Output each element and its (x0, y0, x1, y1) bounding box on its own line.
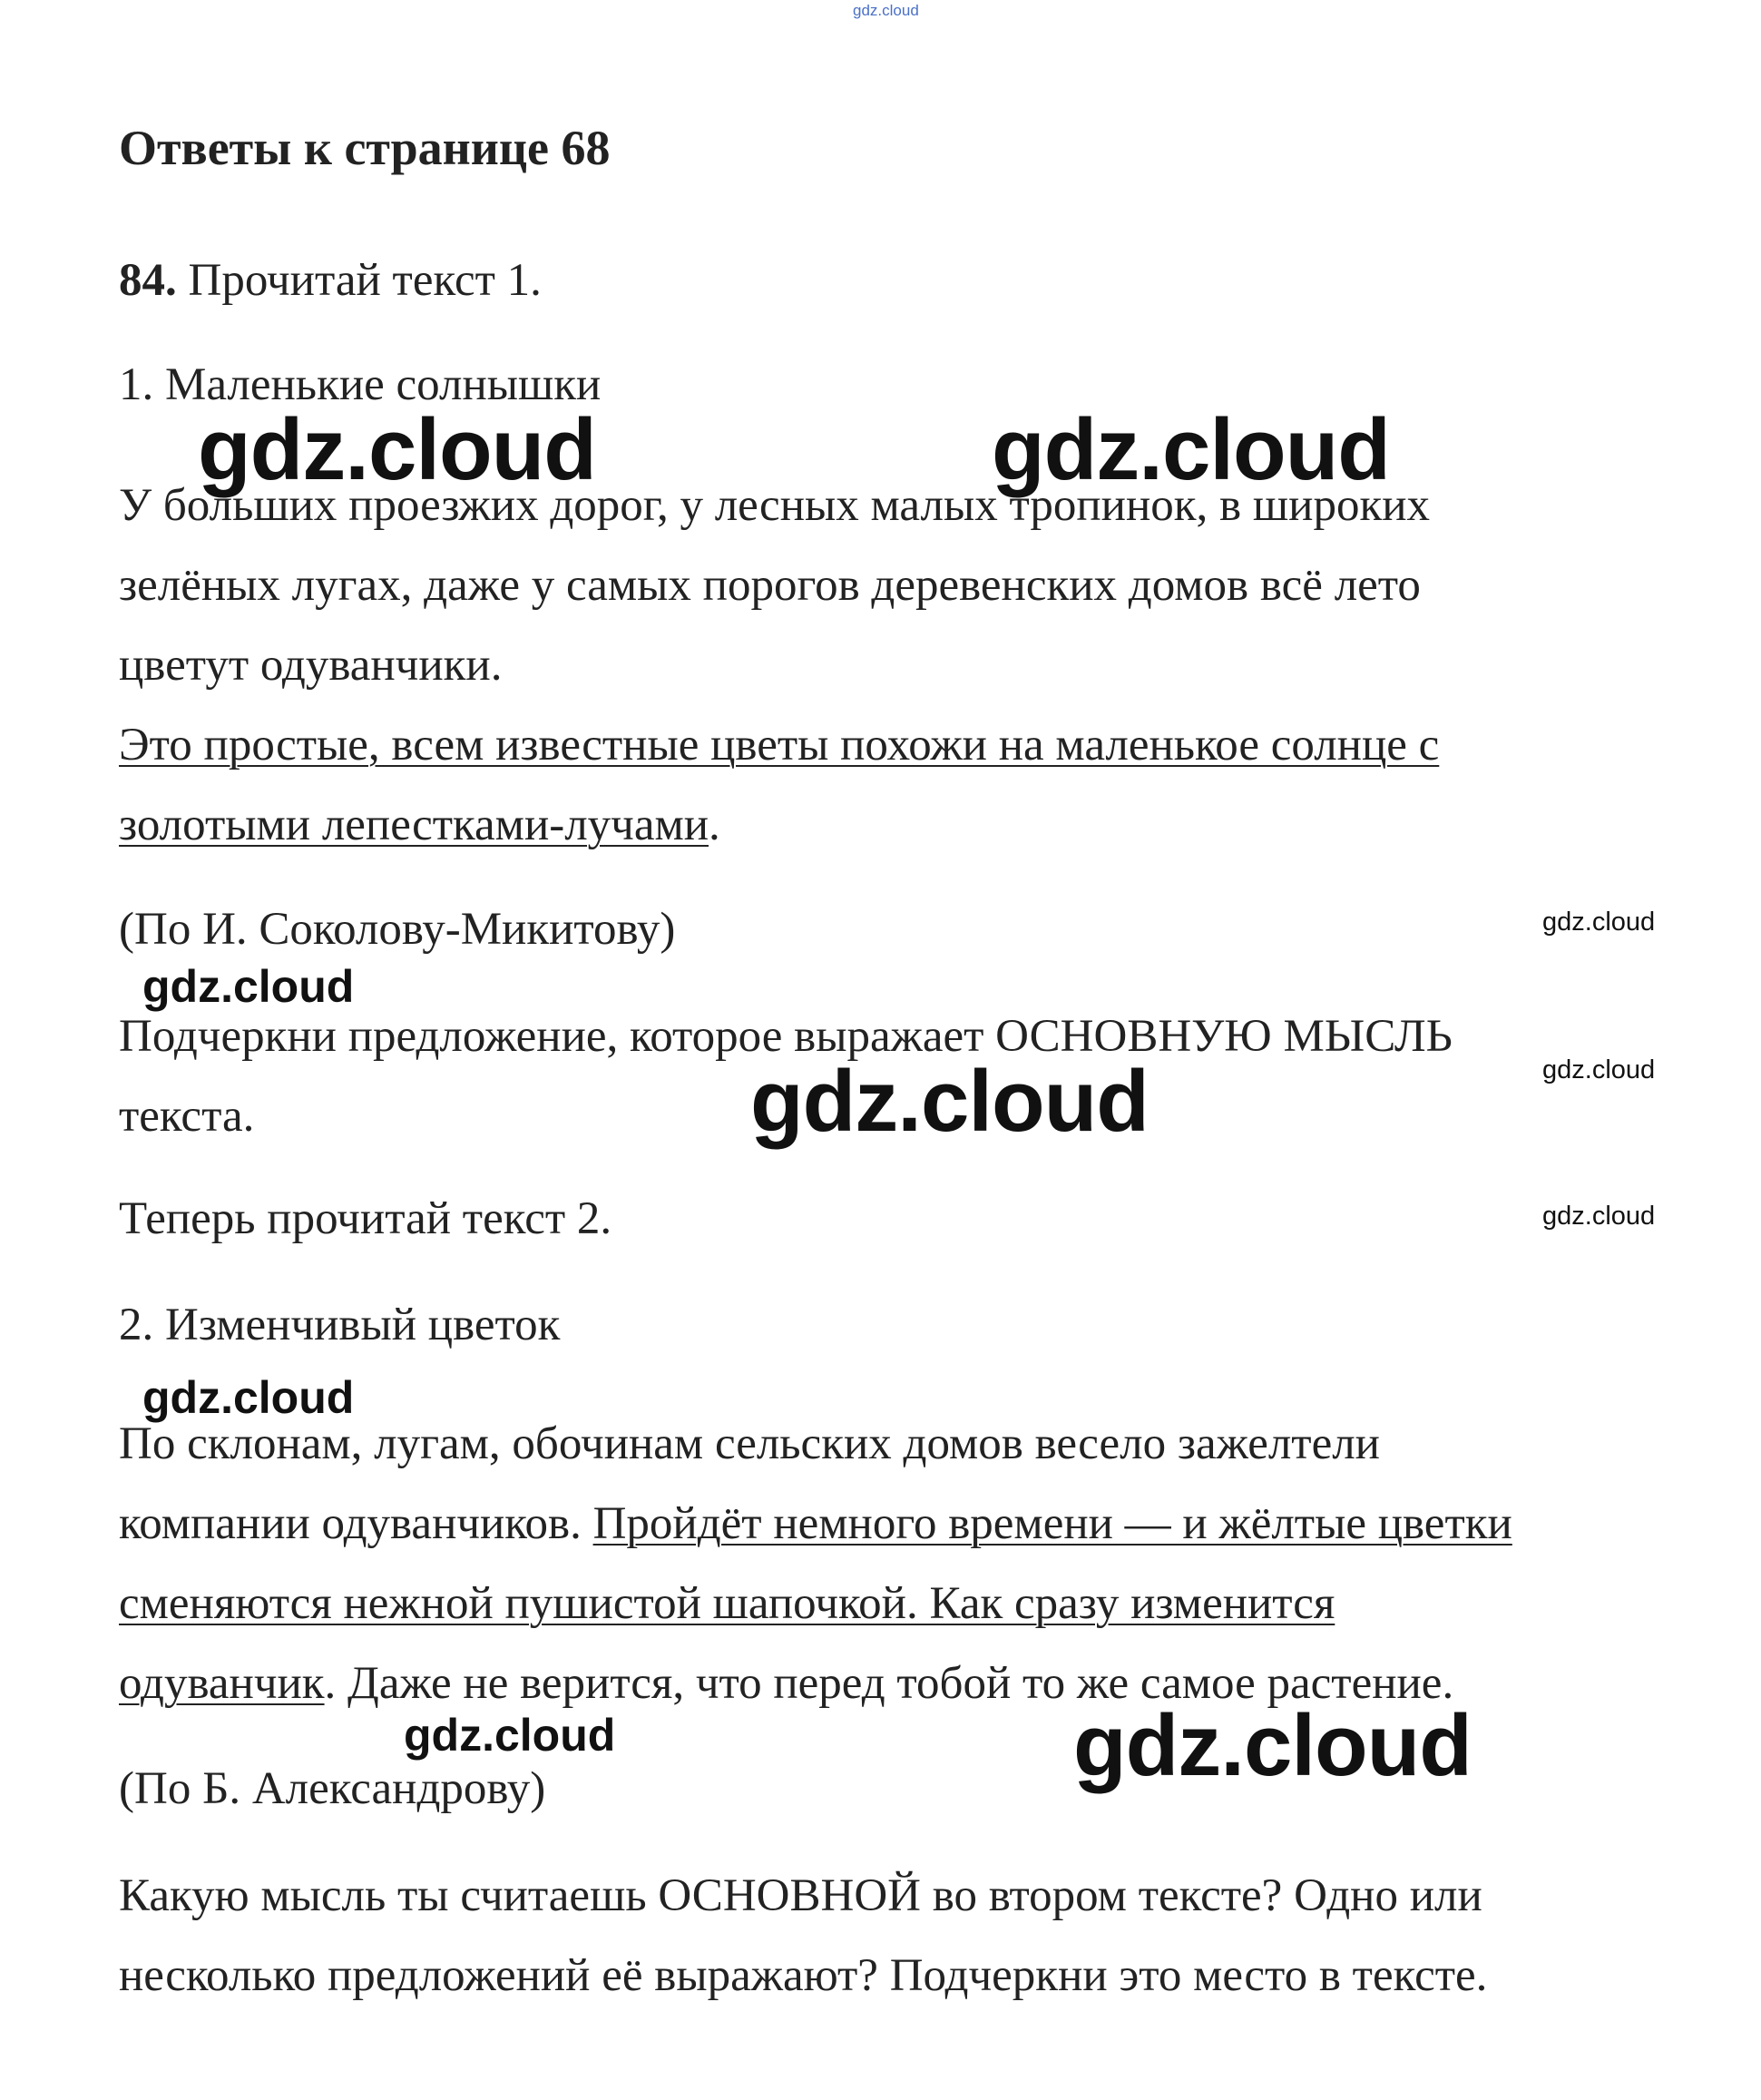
underlined-sentence-part-2: золотыми лепестками-лучами (119, 800, 709, 850)
text2-underlined-part-2: сменяются нежной пушистой шапочкой. Как сразу изменится (119, 1578, 1335, 1629)
watermark-large: gdz.cloud (198, 401, 596, 498)
text1-line-3: цветут одуванчики. (119, 640, 503, 691)
watermark-medium: gdz.cloud (404, 1710, 616, 1761)
question2-line-2: несколько предложений её выражают? Подчеркни это место в тексте. (119, 1950, 1488, 2001)
task-instruction-text: Прочитай текст 1. (176, 255, 542, 306)
sentence-end-punctuation: . (709, 800, 720, 850)
text2-author: (По Б. Александрову) (119, 1763, 546, 1814)
page-title: Ответы к странице 68 (119, 121, 611, 175)
text2-line-2-plain: компании одуванчиков. (119, 1498, 593, 1549)
text2-title: 2. Изменчивый цветок (119, 1300, 561, 1350)
task-number: 84. (119, 255, 177, 306)
question2-line-1: Какую мысль ты считаешь ОСНОВНОЙ во втором тексте? Одно или (119, 1870, 1482, 1921)
text2-underlined-part-3: одуванчик (119, 1658, 325, 1709)
text2-underlined-part-1: Пройдёт немного времени — и жёлтые цветки (592, 1498, 1512, 1549)
watermark-small: gdz.cloud (1542, 908, 1656, 937)
text1-underlined-line-2 (119, 785, 720, 865)
task-instruction (119, 240, 542, 320)
watermark-medium: gdz.cloud (142, 961, 355, 1012)
watermark-large: gdz.cloud (1073, 1697, 1472, 1794)
text1-title: 1. Маленькие солнышки (119, 359, 602, 410)
question1-line-1: Подчеркни предложение, которое выражает ОСНОВНУЮ МЫСЛЬ (119, 1011, 1453, 1062)
text1-author: (По И. Соколову-Микитову) (119, 904, 676, 955)
text1-line-2: зелёных лугах, даже у самых порогов деревенских домов всё лето (119, 560, 1421, 611)
question1-line-2: текста. (119, 1091, 255, 1142)
text1-line-1: У больших проезжих дорог, у лесных малых тропинок, в широких (119, 480, 1431, 531)
text1-underlined-line-1 (119, 705, 1439, 785)
watermark-small: gdz.cloud (1542, 1202, 1656, 1231)
text2-line-3 (119, 1564, 1335, 1644)
watermark-medium: gdz.cloud (142, 1372, 355, 1423)
top-watermark: gdz.cloud (853, 2, 919, 19)
text2-intro: Теперь прочитай текст 2. (119, 1193, 612, 1244)
text2-line-2 (119, 1484, 1512, 1564)
watermark-large: gdz.cloud (750, 1053, 1149, 1150)
text2-line-4-plain: . Даже не верится, что перед тобой то же самое растение. (324, 1658, 1454, 1709)
watermark-large: gdz.cloud (992, 401, 1390, 498)
underlined-sentence-part-1: Это простые, всем известные цветы похожи на маленькое солнце с (119, 720, 1440, 770)
text2-line-1: По склонам, лугам, обочинам сельских домов весело зажелтели (119, 1418, 1380, 1469)
watermark-small: gdz.cloud (1542, 1055, 1656, 1084)
